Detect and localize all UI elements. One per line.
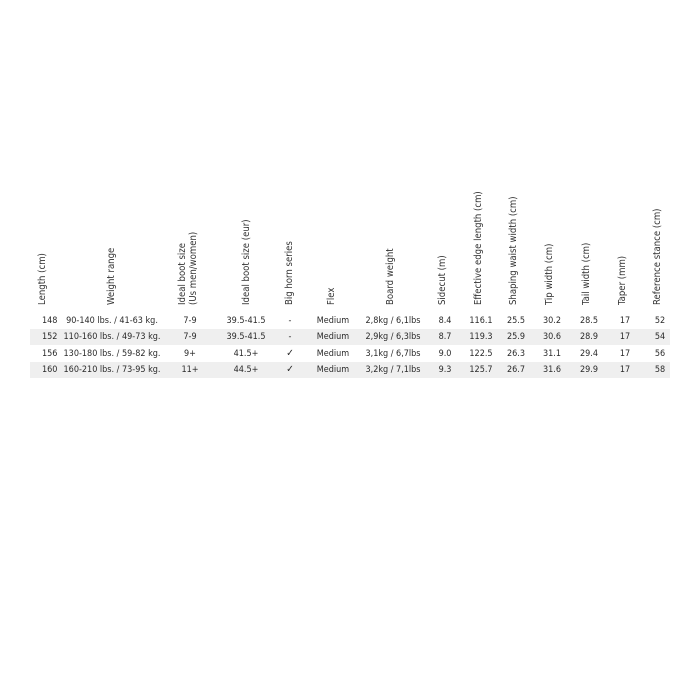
cell-boot-size-us: 9+ — [184, 349, 196, 359]
cell-taper: 17 — [619, 316, 631, 326]
column-header-text: Reference stance (cm) — [652, 208, 663, 305]
cell-effective-edge: 122.5 — [469, 349, 493, 359]
cell-taper: 17 — [619, 349, 631, 359]
cell-boot-size-eur: 39.5-41.5 — [226, 332, 266, 342]
cell-waist-width: 26.3 — [506, 349, 526, 359]
column-header-text: Tip width (cm) — [544, 243, 555, 305]
cell-tip-width: 30.6 — [542, 332, 562, 342]
cell-board-weight: 2,9kg / 6,3lbs — [365, 332, 421, 342]
check-icon: ✓ — [286, 348, 294, 359]
cell-tip-width: 31.1 — [542, 349, 562, 359]
column-header-reference-stance — [652, 208, 663, 305]
column-header-length — [37, 253, 48, 305]
column-header-text: Sidecut (m) — [437, 255, 448, 305]
check-icon: ✓ — [286, 364, 294, 375]
cell-tail-width: 29.4 — [579, 349, 599, 359]
cell-waist-width: 25.5 — [506, 316, 526, 326]
cell-length: 156 — [42, 349, 58, 359]
cell-taper: 17 — [619, 332, 631, 342]
cell-big-horn-series: - — [288, 316, 292, 326]
cell-flex: Medium — [316, 316, 350, 326]
column-header-effective-edge — [473, 191, 484, 305]
table-row — [30, 346, 670, 362]
cell-reference-stance: 52 — [654, 316, 666, 326]
column-header-taper — [617, 256, 628, 305]
cell-sidecut: 9.3 — [438, 365, 452, 375]
column-header-boot-size-eur — [241, 219, 252, 305]
cell-flex: Medium — [316, 349, 350, 359]
cell-weight-range: 110-160 lbs. / 49-73 kg. — [63, 332, 161, 342]
column-header-tip-width — [544, 244, 555, 305]
column-header-text: Taper (mm) — [617, 255, 628, 305]
column-header-text: Effective edge length (cm) — [473, 191, 484, 305]
cell-boot-size-us: 7-9 — [183, 332, 197, 342]
cell-length: 152 — [42, 332, 58, 342]
cell-effective-edge: 116.1 — [469, 316, 493, 326]
cell-tail-width: 29.9 — [579, 365, 599, 375]
column-header-subtext: (Us men/women) — [188, 231, 199, 305]
cell-tip-width: 30.2 — [542, 316, 562, 326]
cell-board-weight: 3,2kg / 7,1lbs — [365, 365, 421, 375]
column-header-text: Flex — [326, 287, 337, 305]
table-row — [30, 313, 670, 329]
cell-waist-width: 25.9 — [506, 332, 526, 342]
column-header-sidecut — [437, 255, 448, 305]
cell-board-weight: 2,8kg / 6,1lbs — [365, 316, 421, 326]
cell-length: 160 — [42, 365, 58, 375]
cell-reference-stance: 56 — [654, 349, 666, 359]
column-header-text: Board weight — [385, 248, 396, 305]
table-row — [30, 329, 670, 345]
column-header-big-horn-series — [284, 241, 295, 305]
cell-tip-width: 31.6 — [542, 365, 562, 375]
column-header-weight-range — [106, 248, 117, 305]
cell-weight-range: 160-210 lbs. / 73-95 kg. — [63, 365, 161, 375]
column-header-text: Big horn series — [284, 241, 295, 305]
cell-length: 148 — [42, 316, 58, 326]
cell-waist-width: 26.7 — [506, 365, 526, 375]
cell-reference-stance: 54 — [654, 332, 666, 342]
cell-taper: 17 — [619, 365, 631, 375]
cell-reference-stance: 58 — [654, 365, 666, 375]
column-header-flex — [326, 288, 337, 305]
column-header-text: Shaping waist width (cm) — [508, 196, 519, 305]
cell-board-weight: 3,1kg / 6,7lbs — [365, 349, 421, 359]
cell-weight-range: 130-180 lbs. / 59-82 kg. — [63, 349, 161, 359]
column-header-text: Weight range — [106, 247, 117, 305]
cell-effective-edge: 119.3 — [469, 332, 493, 342]
cell-boot-size-us: 11+ — [181, 365, 199, 375]
cell-boot-size-eur: 44.5+ — [233, 365, 259, 375]
cell-effective-edge: 125.7 — [469, 365, 493, 375]
cell-sidecut: 9.0 — [438, 349, 452, 359]
cell-boot-size-eur: 39.5-41.5 — [226, 316, 266, 326]
column-header-tail-width — [581, 243, 592, 305]
cell-tail-width: 28.9 — [579, 332, 599, 342]
cell-weight-range: 90-140 lbs. / 41-63 kg. — [66, 316, 158, 326]
cell-boot-size-us: 7-9 — [183, 316, 197, 326]
column-header-waist-width — [508, 196, 519, 305]
column-header-boot-size-us — [177, 232, 199, 305]
column-header-text: Ideal boot size — [177, 242, 188, 305]
cell-boot-size-eur: 41.5+ — [233, 349, 259, 359]
table-row — [30, 362, 670, 378]
column-header-text: Tail width (cm) — [581, 242, 592, 305]
column-header-text: Length (cm) — [37, 253, 48, 305]
column-header-board-weight — [385, 248, 396, 305]
cell-sidecut: 8.4 — [438, 316, 452, 326]
cell-flex: Medium — [316, 332, 350, 342]
cell-sidecut: 8.7 — [438, 332, 452, 342]
cell-flex: Medium — [316, 365, 350, 375]
column-header-text: Ideal boot size (eur) — [241, 219, 252, 305]
cell-big-horn-series: - — [288, 332, 292, 342]
cell-tail-width: 28.5 — [579, 316, 599, 326]
